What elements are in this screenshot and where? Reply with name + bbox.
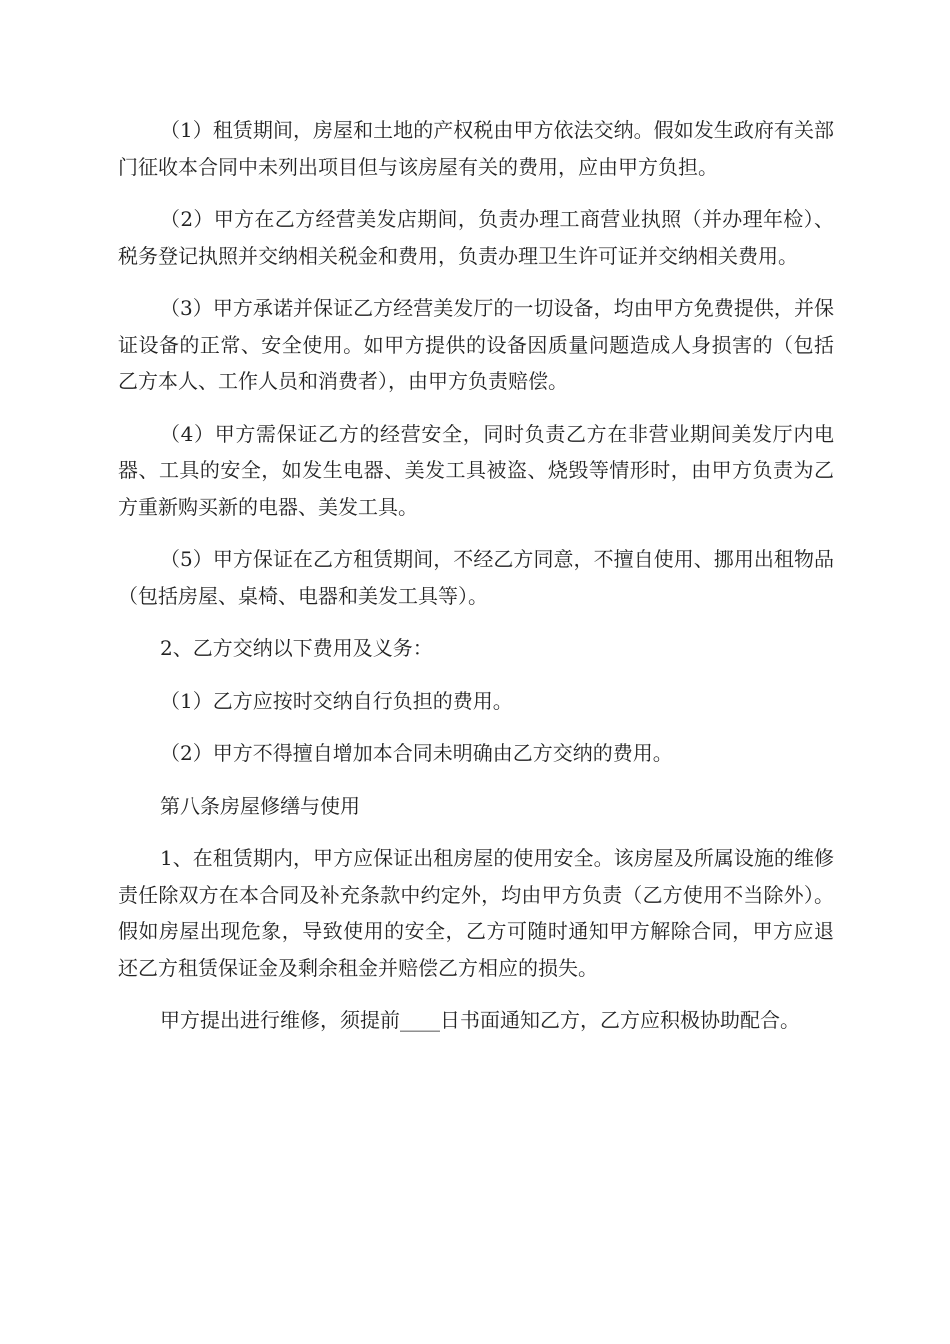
paragraph-2: （2）甲方在乙方经营美发店期间，负责办理工商营业执照（并办理年检）、税务登记执照并交纳相关税金和费用，负责办理卫生许可证并交纳相关费用。 <box>118 207 834 268</box>
paragraph-7: （1）乙方应按时交纳自行负担的费用。 <box>160 688 513 713</box>
document-page <box>118 112 834 1055</box>
paragraph-1: （1）租赁期间，房屋和土地的产权税由甲方依法交纳。假如发生政府有关部门征收本合同中未列出项目但与该房屋有关的费用，应由甲方负担。 <box>118 118 834 179</box>
paragraph-11: 甲方提出进行维修，须提前____日书面通知乙方，乙方应积极协助配合。 <box>160 1008 800 1032</box>
paragraph-6: 2、乙方交纳以下费用及义务： <box>160 636 433 660</box>
paragraph-4: （4）甲方需保证乙方的经营安全，同时负责乙方在非营业期间美发厅内电器、工具的安全，如发生电器、美发工具被盗、烧毁等情形时，由甲方负责为乙方重新购买新的电器、美发工具。 <box>118 421 834 519</box>
paragraph-5: （5）甲方保证在乙方租赁期间，不经乙方同意，不擅自使用、挪用出租物品（包括房屋、桌椅、电器和美发工具等）。 <box>118 547 834 608</box>
section-heading: 第八条房屋修缮与使用 <box>160 793 360 818</box>
paragraph-10: 1、在租赁期内，甲方应保证出租房屋的使用安全。该房屋及所属设施的维修责任除双方在本合同及补充条款中约定外，均由甲方负责（乙方使用不当除外）。假如房屋出现危象，导致使用的安全，乙方可随时通知甲方解除合同，甲方应退还乙方租赁保证金及剩余租金并赔偿乙方相应的损失。 <box>118 846 834 980</box>
paragraph-3: （3）甲方承诺并保证乙方经营美发厅的一切设备，均由甲方免费提供，并保证设备的正常、安全使用。如甲方提供的设备因质量问题造成人身损害的（包括乙方本人、工作人员和消费者），由甲方负责赔偿。 <box>118 296 834 393</box>
paragraph-8: （2）甲方不得擅自增加本合同未明确由乙方交纳的费用。 <box>160 741 673 765</box>
